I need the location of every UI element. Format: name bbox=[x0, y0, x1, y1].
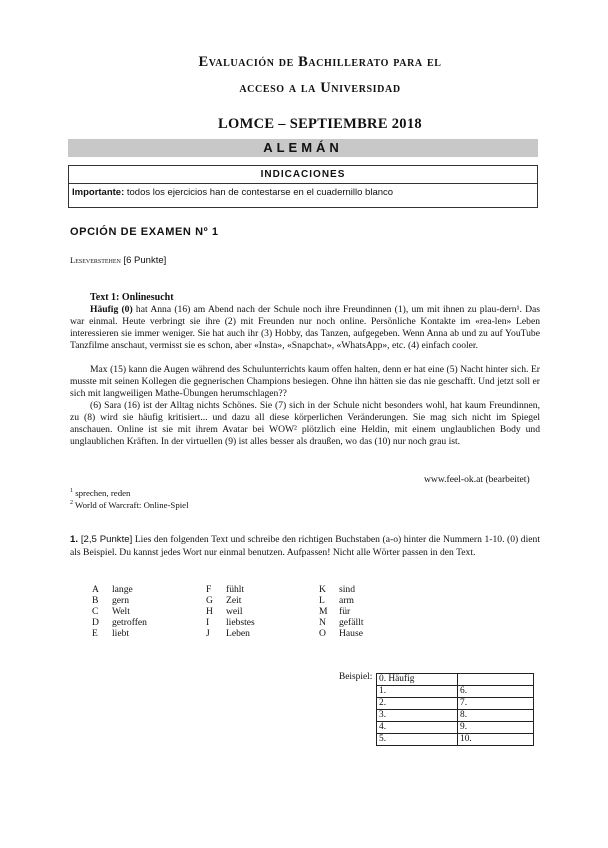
option-item bbox=[319, 617, 364, 628]
option-word: sind bbox=[339, 584, 355, 595]
option-letter: N bbox=[319, 617, 326, 628]
section-heading bbox=[70, 255, 166, 266]
text-paragraph-1-rest: hat Anna (16) am Abend nach der Schule noch ihre Freundinnen (1), um mit ihnen zu plau-dern¹. Das war einmal. Heute verbringt sie ihre (2) mit Freunden nur noch online. Persönliche Kontakte im «rea-len» Leben interessieren sie immer weniger. Sie hat auch ihr (3) Hobby, das Tanzen, aufgegeben. Wenn Anna ab und zu auf YouTube Tanzfilme anschaut, vermisst sie es schon, aber «Insta», «Snapchat», «WhatsApp», etc. (4) einfach cooler. bbox=[70, 304, 540, 352]
option-word: liebt bbox=[112, 628, 130, 639]
answer-row bbox=[377, 710, 534, 722]
indications-body bbox=[72, 187, 393, 198]
answer-cell[interactable]: 6. bbox=[458, 686, 534, 698]
text-source: www.feel-ok.at (bearbeitet) bbox=[424, 474, 530, 485]
section-name: Leseverstehen bbox=[70, 255, 121, 265]
option-word: arm bbox=[339, 595, 354, 606]
task-points: [2,5 Punkte] bbox=[78, 534, 133, 545]
option-item bbox=[206, 584, 255, 595]
answer-row bbox=[377, 698, 534, 710]
option-item bbox=[319, 628, 364, 639]
answer-cell[interactable]: 9. bbox=[458, 722, 534, 734]
footnote-1 bbox=[70, 488, 130, 498]
answer-cell[interactable]: 2. bbox=[377, 698, 458, 710]
answer-grid bbox=[376, 673, 534, 746]
option-word: für bbox=[339, 606, 351, 617]
answer-cell[interactable]: 8. bbox=[458, 710, 534, 722]
option-item bbox=[206, 595, 255, 606]
option-item bbox=[206, 617, 255, 628]
option-word: liebstes bbox=[226, 617, 255, 628]
answer-cell[interactable]: 7. bbox=[458, 698, 534, 710]
options-column-2 bbox=[206, 584, 255, 639]
option-letter: G bbox=[206, 595, 213, 606]
section-points: [6 Punkte] bbox=[123, 255, 167, 266]
text-title: Text 1: Onlinesucht bbox=[90, 292, 174, 303]
options-column-3 bbox=[319, 584, 364, 639]
footnote-2-mark: 2 bbox=[70, 500, 73, 507]
task-instructions bbox=[70, 534, 540, 559]
indications-heading: INDICACIONES bbox=[69, 166, 537, 184]
answer-example-label: Beispiel: bbox=[339, 672, 373, 682]
answer-cell[interactable]: 3. bbox=[377, 710, 458, 722]
option-word: getroffen bbox=[112, 617, 147, 628]
option-word: gern bbox=[112, 595, 130, 606]
indications-label: Importante: bbox=[72, 187, 125, 198]
option-word: weil bbox=[226, 606, 243, 617]
answer-cell[interactable]: 5. bbox=[377, 734, 458, 746]
exam-title-line-3: LOMCE – SEPTIEMBRE 2018 bbox=[218, 116, 422, 132]
option-item bbox=[92, 584, 147, 595]
option-item bbox=[206, 628, 255, 639]
option-word: Hause bbox=[339, 628, 363, 639]
answer-cell: 0. Häufig bbox=[377, 674, 458, 686]
option-item bbox=[319, 595, 364, 606]
option-word: Leben bbox=[226, 628, 250, 639]
text-paragraph-2: Max (15) kann die Augen während des Schulunterrichts kaum offen halten, denn er hat eine (5) Nacht hinter sich. Er musste mit seinen Kollegen die gegnerischen Champions besiegen. Ohne ihn hätten sie das nie geschafft. Und jetzt soll er sich mit langweiligen Mathe-Übungen herumschlagen?? bbox=[70, 364, 540, 400]
option-item bbox=[319, 584, 364, 595]
option-letter: H bbox=[206, 606, 213, 617]
text-paragraph-3: (6) Sara (16) ist der Alltag nichts Schönes. Sie (7) sich in der Schule nicht besonders wohl, hat kaum Freundinnen, zu (8) wird sie häufig kritisiert... und dazu all diese körperlichen Veränderungen. Sie mag sich nicht im Spiegel anschauen. Online ist sie mit ihrem Avatar bei WOW² plötzlich eine Heldin, mit einem unglaublichen Body und unglaublichen Kräften. In der virtuellen (9) ist alles besser als draußen, wo das (10) nur noch grau ist. bbox=[70, 400, 540, 448]
option-letter: B bbox=[92, 595, 99, 606]
indications-text: todos los ejercicios han de contestarse en el cuadernillo blanco bbox=[124, 187, 394, 198]
text-paragraph-1 bbox=[70, 304, 540, 352]
task-text: Lies den folgenden Text und schreibe den richtigen Buchstaben (a-o) hinter die Nummern 1-10. (0) dient als Beispiel. Du kannst jedes Wort nur einmal benutzen. Aufpassen! Nicht alle Wörter passen in den Text. bbox=[70, 534, 540, 558]
answer-cell bbox=[458, 674, 534, 686]
option-item bbox=[92, 595, 147, 606]
option-word: Zeit bbox=[226, 595, 242, 606]
answer-row bbox=[377, 686, 534, 698]
footnote-1-text: sprechen, reden bbox=[73, 488, 131, 498]
option-letter: K bbox=[319, 584, 326, 595]
option-letter: J bbox=[206, 628, 210, 639]
option-heading: OPCIÓN DE EXAMEN Nº 1 bbox=[70, 226, 219, 238]
answer-cell[interactable]: 1. bbox=[377, 686, 458, 698]
exam-title-line-1: Evaluación de Bachillerato para el bbox=[198, 54, 442, 70]
option-item bbox=[92, 617, 147, 628]
option-word: lange bbox=[112, 584, 133, 595]
option-letter: C bbox=[92, 606, 99, 617]
option-item bbox=[319, 606, 364, 617]
option-letter: A bbox=[92, 584, 99, 595]
answer-row bbox=[377, 722, 534, 734]
option-letter: O bbox=[319, 628, 326, 639]
subject-bar: ALEMÁN bbox=[68, 139, 538, 157]
exam-title-line-2: acceso a la Universidad bbox=[239, 80, 401, 96]
answer-row bbox=[377, 674, 534, 686]
task-number: 1. bbox=[70, 534, 79, 545]
option-letter: E bbox=[92, 628, 98, 639]
answer-cell[interactable]: 4. bbox=[377, 722, 458, 734]
option-item bbox=[206, 606, 255, 617]
option-word: Welt bbox=[112, 606, 130, 617]
option-letter: I bbox=[206, 617, 210, 628]
option-letter: M bbox=[319, 606, 328, 617]
option-item bbox=[92, 628, 147, 639]
footnote-2-text: World of Warcraft: Online-Spiel bbox=[73, 500, 189, 510]
option-letter: L bbox=[319, 595, 325, 606]
option-letter: F bbox=[206, 584, 212, 595]
option-letter: D bbox=[92, 617, 99, 628]
options-column-1 bbox=[92, 584, 147, 639]
answer-cell[interactable]: 10. bbox=[458, 734, 534, 746]
footnote-2 bbox=[70, 500, 189, 510]
option-item bbox=[92, 606, 147, 617]
text-paragraph-1-start: Häufig (0) bbox=[90, 304, 133, 315]
option-word: gefällt bbox=[339, 617, 364, 628]
indications-box bbox=[68, 165, 538, 208]
footnote-1-mark: 1 bbox=[70, 488, 73, 495]
answer-row bbox=[377, 734, 534, 746]
option-word: fühlt bbox=[226, 584, 245, 595]
